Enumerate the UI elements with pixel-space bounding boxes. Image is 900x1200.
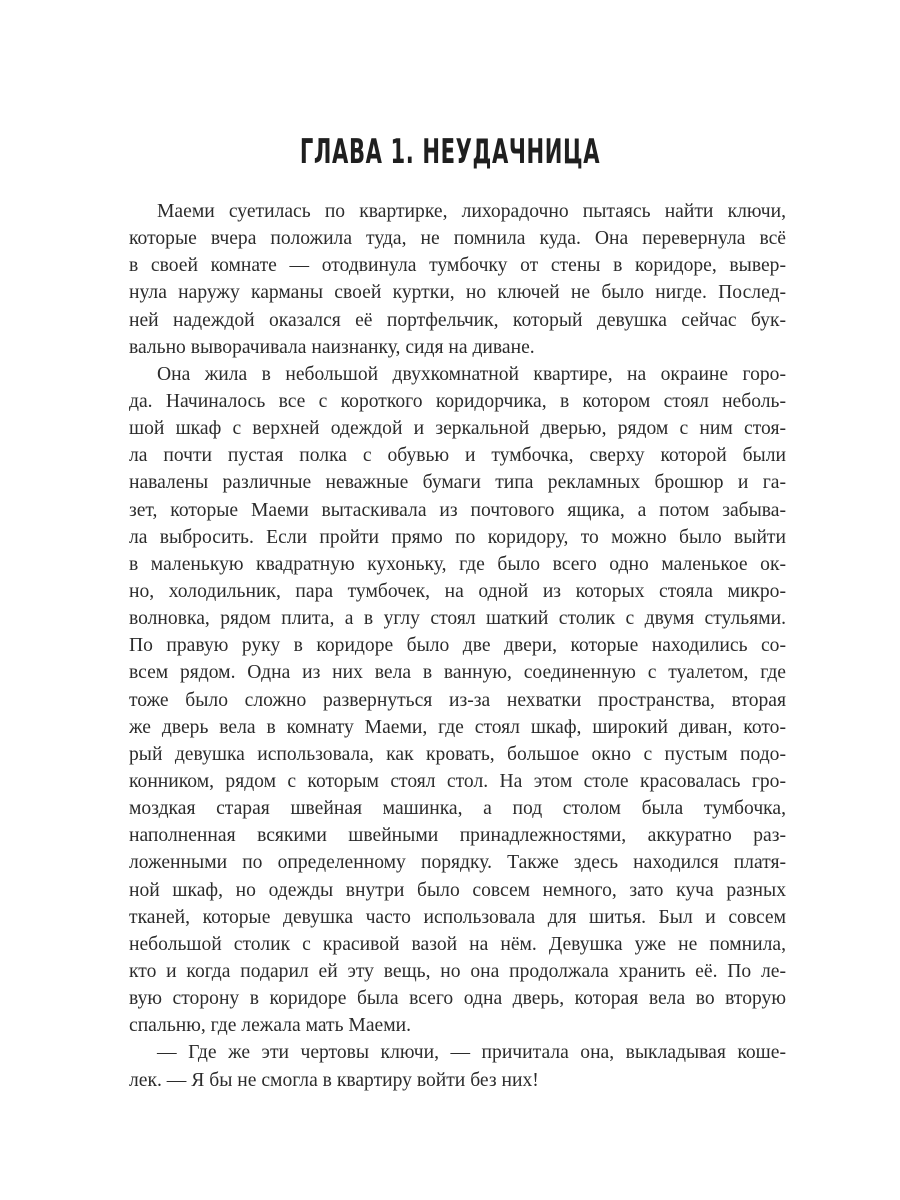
text-line: но, холодильник, пара тумбочек, на одной из которых стояла микро-	[129, 580, 786, 602]
text-line: шой шкаф с верхней одеждой и зеркальной дверью, рядом с ним стоя-	[129, 418, 786, 440]
text-line: тоже было сложно развернуться из-за нехватки пространства, вторая	[129, 689, 786, 711]
text-line: в своей комнате — отодвинула тумбочку от стены в коридоре, вывер-	[129, 255, 786, 277]
text-line: да. Начиналось все с короткого коридорчика, в котором стоял неболь-	[129, 390, 786, 412]
text-line: зет, которые Маеми вытаскивала из почтового ящика, а потом забыва-	[129, 499, 786, 521]
text-line: вую сторону в коридоре была всего одна дверь, которая вела во вторую	[129, 988, 786, 1010]
text-line: По правую руку в коридоре было две двери, которые находились со-	[129, 635, 786, 657]
text-line: ней надеждой оказался её портфельчик, который девушка сейчас бук-	[129, 309, 786, 331]
text-line: нула наружу карманы своей куртки, но ключей не было нигде. Послед-	[129, 282, 786, 304]
text-line: — Где же эти чертовы ключи, — причитала она, выкладывая коше-	[157, 1042, 786, 1064]
text-line: конником, рядом с которым стоял стол. На этом столе красовалась гро-	[129, 770, 786, 792]
chapter-title: ГЛАВА 1. НЕУДАЧНИЦА	[299, 132, 601, 172]
chapter-body	[129, 198, 786, 1094]
text-line: же дверь вела в комнату Маеми, где стоял шкаф, широкий диван, кото-	[129, 716, 786, 738]
text-line: навалены различные неважные бумаги типа рекламных брошюр и га-	[129, 472, 786, 494]
text-line: Маеми суетилась по квартирке, лихорадочно пытаясь найти ключи,	[157, 201, 786, 222]
text-line: всем рядом. Одна из них вела в ванную, соединенную с туалетом, где	[129, 662, 786, 684]
text-line: которые вчера положила туда, не помнила куда. Она перевернула всё	[129, 228, 786, 250]
text-line: ла выбросить. Если пройти прямо по коридору, то можно было выйти	[129, 526, 786, 548]
text-line: в маленькую квадратную кухоньку, где было всего одно маленькое ок-	[129, 553, 786, 575]
text-line: спальню, где лежала мать Маеми.	[129, 1015, 412, 1037]
text-line: рый девушка использовала, как кровать, большое окно с пустым подо-	[129, 743, 786, 765]
text-line: небольшой столик с красивой вазой на нём. Девушка уже не помнила,	[129, 933, 786, 955]
text-line: моздкая старая швейная машинка, а под столом была тумбочка,	[129, 798, 786, 820]
text-line: волновка, рядом плита, а в углу стоял шаткий столик с двумя стульями.	[129, 608, 786, 630]
text-line: вально выворачивала наизнанку, сидя на диване.	[129, 336, 535, 358]
text-line: лек. — Я бы не смогла в квартиру войти без них!	[129, 1069, 539, 1091]
text-line: Она жила в небольшой двухкомнатной квартире, на окраине горо-	[157, 363, 786, 385]
text-line: ложенными по определенному порядку. Также здесь находился платя-	[129, 852, 786, 874]
text-line: тканей, которые девушка часто использовала для шитья. Был и совсем	[129, 906, 786, 928]
text-line: наполненная всякими швейными принадлежностями, аккуратно раз-	[129, 825, 786, 847]
text-line: ной шкаф, но одежды внутри было совсем немного, зато куча разных	[129, 879, 786, 901]
text-line: ла почти пустая полка с обувью и тумбочка, сверху которой были	[129, 445, 786, 467]
text-line: кто и когда подарил ей эту вещь, но она продолжала хранить её. По ле-	[129, 960, 786, 982]
